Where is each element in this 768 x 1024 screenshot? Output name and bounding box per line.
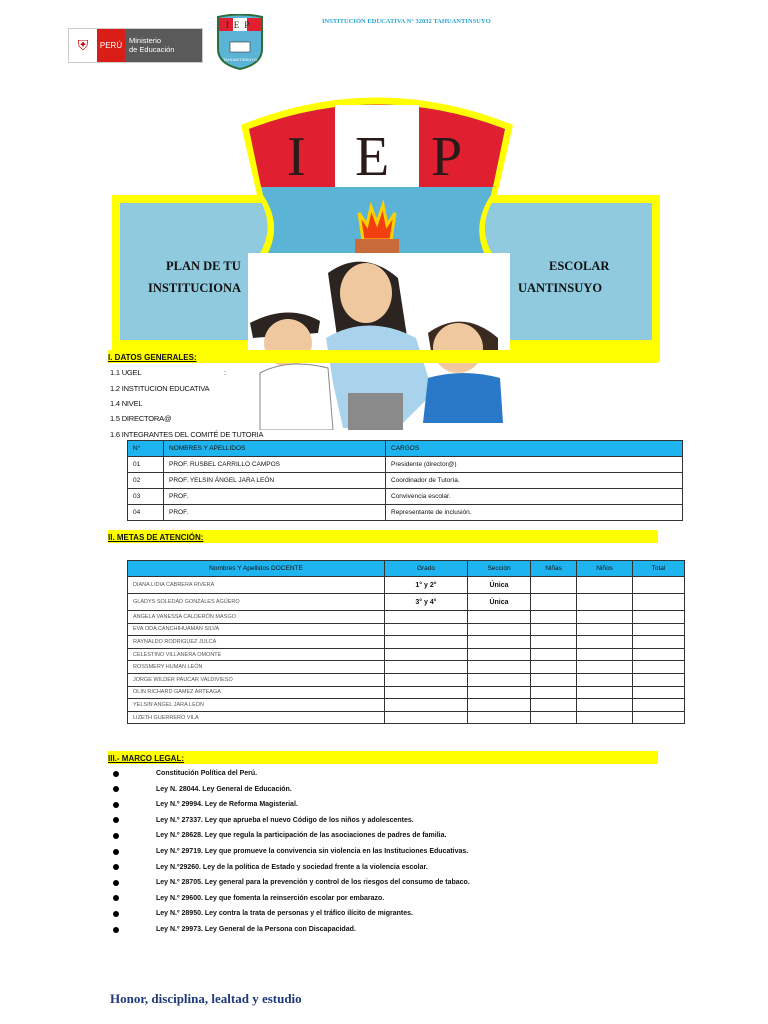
legal-list-item xyxy=(113,801,298,808)
ministry-name xyxy=(125,29,202,62)
cell: Coordinador de Tutoría. xyxy=(386,473,683,489)
cell xyxy=(577,611,633,624)
cell xyxy=(577,711,633,724)
table-row xyxy=(128,699,685,712)
cell xyxy=(577,636,633,649)
cell xyxy=(468,661,531,674)
bullet-icon xyxy=(113,880,119,886)
table-row xyxy=(128,594,685,611)
cell xyxy=(468,623,531,636)
bullet-icon xyxy=(113,817,119,823)
cell xyxy=(633,623,685,636)
committee-table xyxy=(127,440,683,521)
cell xyxy=(468,686,531,699)
bullet-icon xyxy=(113,849,119,855)
ministry-country: PERÚ xyxy=(97,29,125,62)
cell xyxy=(577,661,633,674)
cell xyxy=(577,577,633,594)
legal-list-item xyxy=(113,864,428,871)
cell xyxy=(468,648,531,661)
legal-list-item xyxy=(113,879,470,886)
cell xyxy=(531,577,577,594)
cell xyxy=(468,699,531,712)
cell: Convivencia escolar. xyxy=(386,489,683,505)
cell: DIANA LIDIA CABRERA RIVERA xyxy=(128,577,385,594)
cell xyxy=(531,699,577,712)
table-row xyxy=(128,711,685,724)
column-header: Nombres Y Apellidos DOCENTE xyxy=(128,561,385,577)
table-row xyxy=(128,489,683,505)
legal-list-item xyxy=(113,770,257,777)
bullet-icon xyxy=(113,927,119,933)
cell xyxy=(633,673,685,686)
cell: Única xyxy=(468,577,531,594)
cell: Representante de inclusión. xyxy=(386,505,683,521)
legal-list-item xyxy=(113,832,446,839)
datos-item-directora: 1.5 DIRECTORA@ xyxy=(110,414,172,423)
cell: GLADYS SOLEDAD GONZALES AGÜERO xyxy=(128,594,385,611)
legal-item-text: Ley N.º 29719. Ley que promueve la convivencia sin violencia en las Instituciones Educativas. xyxy=(156,848,469,855)
cell: 1° y 2° xyxy=(385,577,468,594)
table-row xyxy=(128,648,685,661)
cell: 04 xyxy=(128,505,164,521)
legal-item-text: Constitución Política del Perú. xyxy=(156,770,258,777)
bullet-icon xyxy=(113,864,119,870)
cell: RAYNALDO RODRIGUEZ JULCA xyxy=(128,636,385,649)
cell xyxy=(468,636,531,649)
cell xyxy=(385,673,468,686)
table-row xyxy=(128,457,683,473)
bullet-icon xyxy=(113,833,119,839)
table-row xyxy=(128,473,683,489)
cell: 03 xyxy=(128,489,164,505)
cell: LIZETH GUERRERO VILA xyxy=(128,711,385,724)
cell: Presidente (director@) xyxy=(386,457,683,473)
legal-list-item xyxy=(113,910,413,917)
column-header: Grado xyxy=(385,561,468,577)
cell xyxy=(531,711,577,724)
cell xyxy=(577,686,633,699)
table-row xyxy=(128,636,685,649)
cell xyxy=(577,673,633,686)
coat-of-arms-icon: ⛨ xyxy=(69,29,97,62)
cell xyxy=(577,594,633,611)
legal-item-text: Ley N.º 29973. Ley General de la Persona con Discapacidad. xyxy=(156,926,356,933)
legal-item-text: Ley N.º 28705. Ley general para la prevención y control de los riesgos del consumo de tabaco. xyxy=(156,879,470,887)
cell xyxy=(633,611,685,624)
cover-title-fragment: ESCOLAR xyxy=(549,259,610,273)
cover-title-fragment: UANTINSUYO xyxy=(518,281,603,295)
cell xyxy=(633,661,685,674)
cell xyxy=(385,611,468,624)
cell xyxy=(633,686,685,699)
cell xyxy=(468,611,531,624)
column-header: N° xyxy=(128,441,164,457)
cell xyxy=(577,648,633,661)
metas-table xyxy=(127,560,685,724)
cell xyxy=(577,699,633,712)
cover-title-fragment: PLAN DE TU xyxy=(166,259,241,273)
table-header-row xyxy=(128,561,685,577)
legal-item-text: Ley N.º 29994. Ley de Reforma Magisterial. xyxy=(156,801,298,809)
ministry-name-1: Ministerio xyxy=(129,36,162,45)
cell xyxy=(468,673,531,686)
cell: Única xyxy=(468,594,531,611)
column-header: Sección xyxy=(468,561,531,577)
cell xyxy=(385,699,468,712)
table-row xyxy=(128,686,685,699)
cell xyxy=(531,673,577,686)
cell xyxy=(633,699,685,712)
shield-letter-i: I xyxy=(287,126,306,188)
column-header: Niños xyxy=(577,561,633,577)
ministry-logo xyxy=(68,28,203,63)
cell: OLIN RICHARD GAMEZ ARTEAGA xyxy=(128,686,385,699)
table-row xyxy=(128,577,685,594)
cell xyxy=(633,648,685,661)
legal-list-item xyxy=(113,817,414,824)
cell xyxy=(385,711,468,724)
institution-name: INSTITUCIÓN EDUCATIVA N° 32032 TAHUANTINSUYO xyxy=(322,18,491,25)
cell xyxy=(385,661,468,674)
legal-item-text: Ley N.º29260. Ley de la política de Estado y sociedad frente a la violencia escolar. xyxy=(156,863,428,871)
cell: PROF. xyxy=(164,489,386,505)
cell: 01 xyxy=(128,457,164,473)
cell xyxy=(531,594,577,611)
table-row xyxy=(128,673,685,686)
cell xyxy=(531,686,577,699)
datos-colon: : xyxy=(224,368,226,377)
column-header: Total xyxy=(633,561,685,577)
cell xyxy=(633,636,685,649)
school-shield-logo xyxy=(215,14,265,70)
legal-list-item xyxy=(113,848,468,855)
legal-list-item xyxy=(113,895,384,902)
column-header: CARGOS xyxy=(386,441,683,457)
column-header: Niñas xyxy=(531,561,577,577)
bullet-icon xyxy=(113,786,119,792)
bullet-icon xyxy=(113,911,119,917)
cell xyxy=(531,661,577,674)
legal-item-text: Ley N.º 29600. Ley que fomenta la reinserción escolar por embarazo. xyxy=(156,894,385,902)
cell xyxy=(385,648,468,661)
ministry-name-2: de Educación xyxy=(129,45,175,54)
legal-item-text: Ley N. 28044. Ley General de Educación. xyxy=(156,785,292,793)
cell xyxy=(531,611,577,624)
table-row xyxy=(128,623,685,636)
cell xyxy=(531,623,577,636)
cell: JORGE WILDER PAUCAR VALDIVIESO xyxy=(128,673,385,686)
cell xyxy=(385,623,468,636)
section-heading-metas: II. METAS DE ATENCIÓN: xyxy=(108,530,658,543)
datos-item-institucion: 1.2 INSTITUCION EDUCATIVA xyxy=(110,384,210,393)
section-heading-marco-legal: III.- MARCO LEGAL: xyxy=(108,751,658,764)
cell: PROF. RUSBEL CARRILLO CAMPOS xyxy=(164,457,386,473)
legal-item-text: Ley N.º 27337. Ley que aprueba el nuevo Código de los niños y adolescentes. xyxy=(156,816,414,824)
cell xyxy=(577,623,633,636)
cell xyxy=(468,711,531,724)
table-header-row xyxy=(128,441,683,457)
bullet-icon xyxy=(113,802,119,808)
cell xyxy=(633,577,685,594)
school-logo-sub: TAHUANTINSUYO xyxy=(223,57,257,62)
cell xyxy=(531,648,577,661)
legal-item-text: Ley N.º 28950. Ley contra la trata de personas y el tráfico ilícito de migrantes. xyxy=(156,910,413,918)
cell xyxy=(531,636,577,649)
table-row xyxy=(128,611,685,624)
cell xyxy=(633,711,685,724)
bullet-icon xyxy=(113,895,119,901)
school-logo-text: IEP xyxy=(225,20,255,30)
section-heading-datos-generales: I. DATOS GENERALES: xyxy=(108,350,658,363)
cell: YELSIN ANGEL JARA LEÓN xyxy=(128,699,385,712)
datos-item-nivel: 1.4 NIVEL xyxy=(110,399,143,408)
shield-letter-p: P xyxy=(431,126,463,188)
bullet-icon xyxy=(113,771,119,777)
column-header: NOMBRES Y APELLIDOS xyxy=(164,441,386,457)
cell xyxy=(633,594,685,611)
cell: PROF. xyxy=(164,505,386,521)
cell xyxy=(385,636,468,649)
cell: CELESTINO VILLANERA OMONTE xyxy=(128,648,385,661)
cell xyxy=(385,686,468,699)
teacher-students-illustration xyxy=(248,253,510,430)
cell: 02 xyxy=(128,473,164,489)
cell: 3° y 4° xyxy=(385,594,468,611)
cell: PROF. YELSIN ÁNGEL JARA LEÓN xyxy=(164,473,386,489)
table-row xyxy=(128,505,683,521)
cell: ANGELA VANESSA CALDERÓN MASGO xyxy=(128,611,385,624)
legal-list-item xyxy=(113,926,356,933)
footer-motto: Honor, disciplina, lealtad y estudio xyxy=(110,991,302,1006)
legal-item-text: Ley N.º 28628. Ley que regula la participación de las asociaciones de padres de familia. xyxy=(156,832,447,840)
cover-title-fragment: INSTITUCIONA xyxy=(148,281,242,295)
table-row xyxy=(128,661,685,674)
cell: ROSSMERY HUMAN LEÓN xyxy=(128,661,385,674)
shield-letter-e: E xyxy=(355,126,390,188)
cell: EVA ODA CANCHIHUAMAN SILVA xyxy=(128,623,385,636)
datos-item-comite: 1.6 INTEGRANTES DEL COMITÉ DE TUTORIA xyxy=(110,430,264,439)
datos-item-ugel: 1.1 UGEL xyxy=(110,368,142,377)
legal-list-item xyxy=(113,786,292,793)
